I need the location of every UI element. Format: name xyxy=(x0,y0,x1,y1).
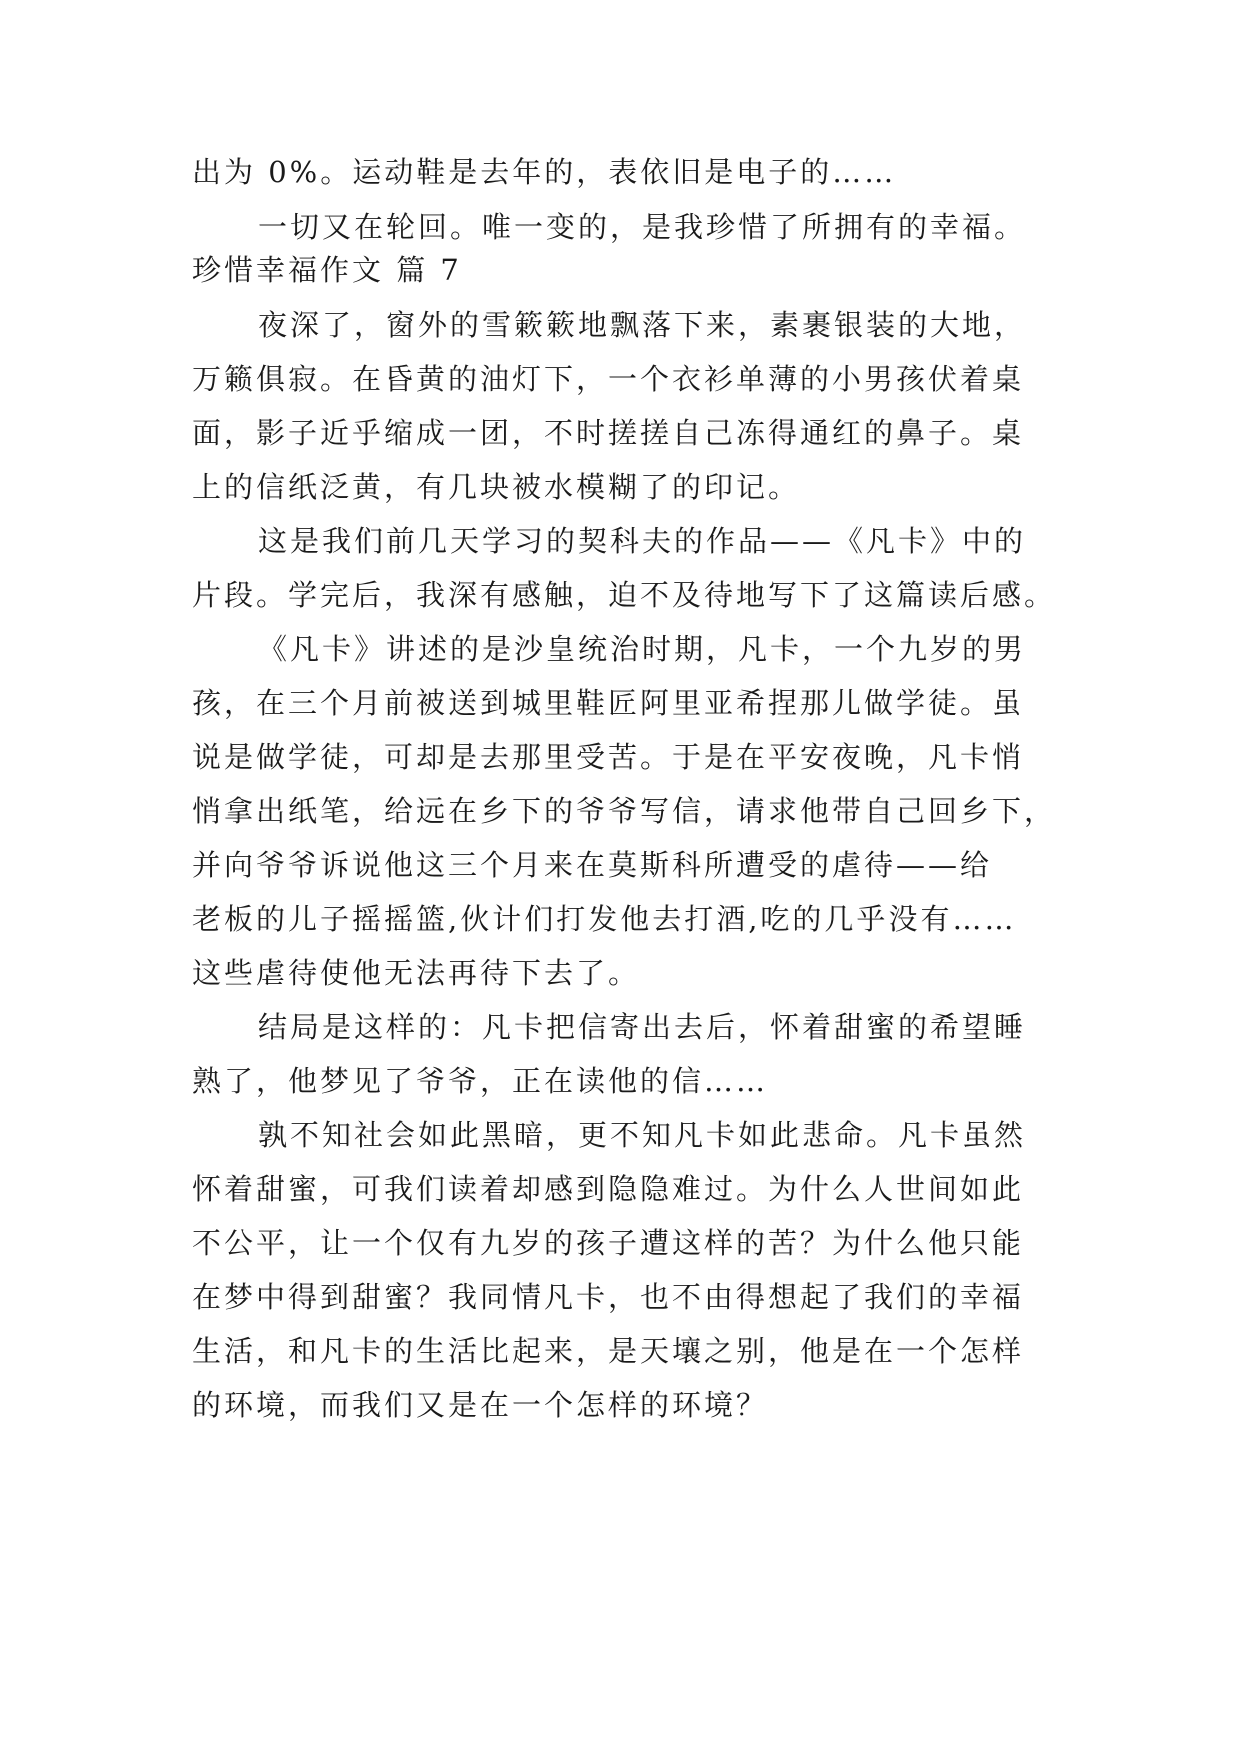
text-line: 孩，在三个月前被送到城里鞋匠阿里亚希捏那儿做学徒。虽 xyxy=(192,686,1025,720)
text-line: 万籁俱寂。在昏黄的油灯下，一个衣衫单薄的小男孩伏着桌 xyxy=(192,362,1025,396)
text-line: 一切又在轮回。唯一变的，是我珍惜了所拥有的幸福。 xyxy=(258,210,1027,244)
text-line: 说是做学徒，可却是去那里受苦。于是在平安夜晚，凡卡悄 xyxy=(192,740,1025,774)
text-line: 的环境，而我们又是在一个怎样的环境？ xyxy=(192,1388,769,1422)
text-line: 不公平，让一个仅有九岁的孩子遭这样的苦？为什么他只能 xyxy=(192,1226,1025,1260)
text-line: 夜深了，窗外的雪簌簌地飘落下来，素裹银装的大地， xyxy=(258,308,1027,342)
text-line: 在梦中得到甜蜜？我同情凡卡，也不由得想起了我们的幸福 xyxy=(192,1280,1025,1314)
text-line: 怀着甜蜜，可我们读着却感到隐隐难过。为什么人世间如此 xyxy=(192,1172,1025,1206)
text-line: 熟了，他梦见了爷爷，正在读他的信…… xyxy=(192,1064,769,1098)
text-line: 孰不知社会如此黑暗，更不知凡卡如此悲命。凡卡虽然 xyxy=(258,1118,1027,1152)
text-line: 出为 0%。运动鞋是去年的，表依旧是电子的…… xyxy=(192,155,897,189)
text-line: 面，影子近乎缩成一团，不时搓搓自己冻得通红的鼻子。桌 xyxy=(192,416,1025,450)
text-line: 片段。学完后，我深有感触，迫不及待地写下了这篇读后感。 xyxy=(192,578,1057,612)
essay-body xyxy=(192,155,1072,1422)
text-line: 《凡卡》讲述的是沙皇统治时期，凡卡，一个九岁的男 xyxy=(258,632,1027,666)
text-line: 悄拿出纸笔，给远在乡下的爷爷写信，请求他带自己回乡下， xyxy=(192,794,1057,828)
text-line: 并向爷爷诉说他这三个月来在莫斯科所遭受的虐待——给 xyxy=(192,848,993,882)
text-line: 上的信纸泛黄，有几块被水模糊了的印记。 xyxy=(192,470,801,504)
section-heading: 珍惜幸福作文 篇 7 xyxy=(192,253,462,287)
text-line: 这些虐待使他无法再待下去了。 xyxy=(192,956,641,990)
text-line: 这是我们前几天学习的契科夫的作品——《凡卡》中的 xyxy=(258,524,1027,558)
text-line: 生活，和凡卡的生活比起来，是天壤之别，他是在一个怎样 xyxy=(192,1334,1025,1368)
text-line: 结局是这样的：凡卡把信寄出去后，怀着甜蜜的希望睡 xyxy=(258,1010,1027,1044)
text-line: 老板的儿子摇摇篮,伙计们打发他去打酒,吃的几乎没有…… xyxy=(192,902,1017,936)
